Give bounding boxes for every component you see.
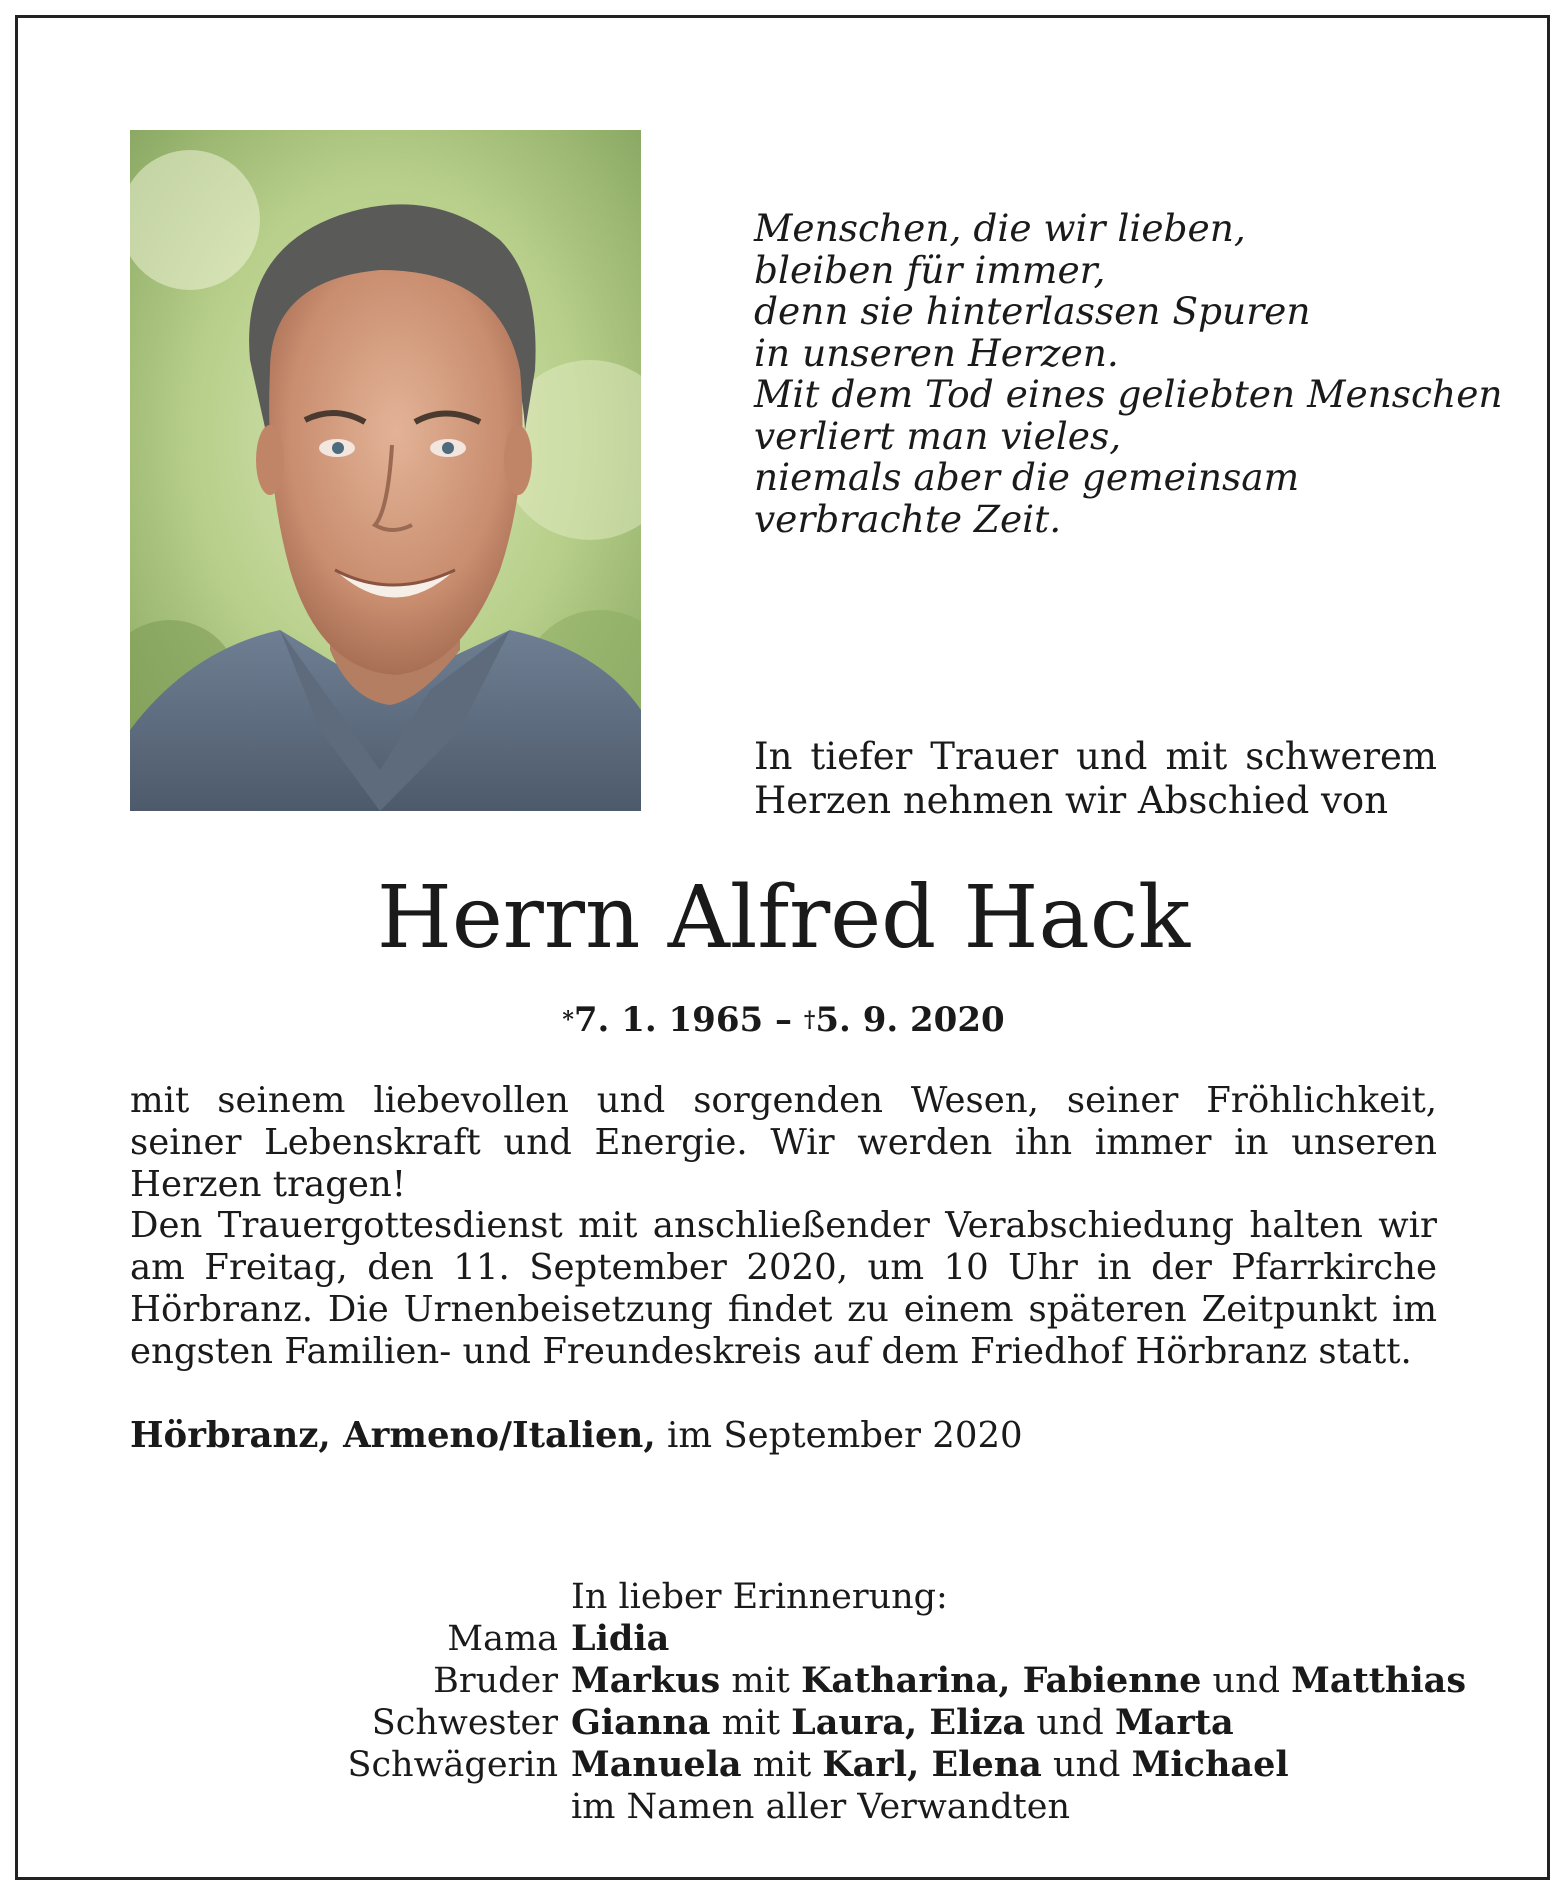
mourner-name: Michael <box>1131 1744 1289 1785</box>
mourner-row <box>0 1786 1567 1828</box>
mourner-names <box>571 1702 1234 1744</box>
poem-line: verliert man vieles, <box>754 413 1122 458</box>
death-cross-icon: † <box>803 1007 816 1033</box>
connector-text: mit <box>720 1661 801 1701</box>
connector-text: und <box>1025 1703 1115 1743</box>
portrait-photo <box>130 130 641 811</box>
intro-text: In tiefer Trauer und mit schwerem Herzen nehmen wir Abschied von <box>754 735 1437 822</box>
remembrance-heading: In lieber Erinnerung: <box>571 1577 948 1617</box>
birth-star-icon: * <box>562 1007 574 1033</box>
mourner-names <box>571 1618 669 1660</box>
place-date-line <box>130 1415 1023 1457</box>
mourner-name: Marta <box>1114 1702 1234 1743</box>
mourner-name: Manuela <box>571 1744 742 1785</box>
connector-text: und <box>1041 1745 1132 1785</box>
mourner-relation: Schwägerin <box>347 1745 558 1785</box>
poem-line: Mit dem Tod eines geliebten Menschen <box>754 372 1503 416</box>
poem-line: in unseren Herzen. <box>754 330 1119 375</box>
tribute-paragraph: mit seinem liebevollen und sorgenden Wesen, seiner Fröhlichkeit, seiner Lebenskraft und Energie. Wir werden ihn immer in unseren Herzen tragen! <box>130 1080 1437 1205</box>
mourner-row <box>0 1702 1567 1744</box>
mourner-name: Katharina, Fabienne <box>800 1660 1202 1701</box>
mourner-name: Karl, Elena <box>822 1744 1042 1785</box>
mourner-row <box>0 1744 1567 1786</box>
poem-line: verbrachte Zeit. <box>754 496 1062 541</box>
birth-date: 7. 1. 1965 <box>573 1000 764 1040</box>
mourner-name: Laura, Eliza <box>791 1702 1026 1743</box>
service-paragraph: Den Trauergottesdienst mit anschließender Verabschiedung halten wir am Freitag, den 11. September 2020, um 10 Uhr in der Pfarrkirche Hörbranz. Die Urnenbeisetzung findet zu einem späteren Zeitpunkt im engsten Familien- und Freundeskreis auf dem Friedhof Hörbranz statt. <box>130 1205 1437 1372</box>
deceased-name: Herrn Alfred Hack <box>376 868 1191 968</box>
mourner-relation: Schwester <box>371 1703 558 1743</box>
mourner-name: Lidia <box>571 1618 670 1659</box>
life-dates <box>0 998 1567 1046</box>
connector-text: mit <box>710 1703 792 1743</box>
connector-text: mit <box>741 1745 823 1785</box>
place-date: im September 2020 <box>655 1415 1023 1456</box>
place-names: Hörbranz, Armeno/Italien, <box>130 1415 656 1456</box>
mourner-names <box>571 1744 1289 1786</box>
mourner-names <box>571 1660 1466 1702</box>
mourner-relation: Bruder <box>433 1661 558 1701</box>
mourner-name: Markus <box>571 1660 721 1701</box>
mourner-name: Gianna <box>571 1702 711 1743</box>
mourner-name: Matthias <box>1291 1660 1467 1701</box>
mourner-row <box>0 1618 1567 1660</box>
memorial-poem <box>754 208 1503 540</box>
poem-line: niemals aber die gemeinsam <box>754 455 1300 499</box>
death-date: 5. 9. 2020 <box>815 1000 1005 1040</box>
poem-line: denn sie hinterlassen Spuren <box>754 289 1311 333</box>
poem-line: bleiben für immer, <box>754 247 1106 292</box>
closing-line: im Namen aller Verwandten <box>571 1787 1070 1827</box>
connector-text: und <box>1201 1661 1292 1701</box>
mourner-relation: Mama <box>447 1619 558 1659</box>
mourner-row <box>0 1660 1567 1702</box>
date-separator: – <box>763 1000 804 1040</box>
poem-line: Menschen, die wir lieben, <box>754 206 1246 250</box>
